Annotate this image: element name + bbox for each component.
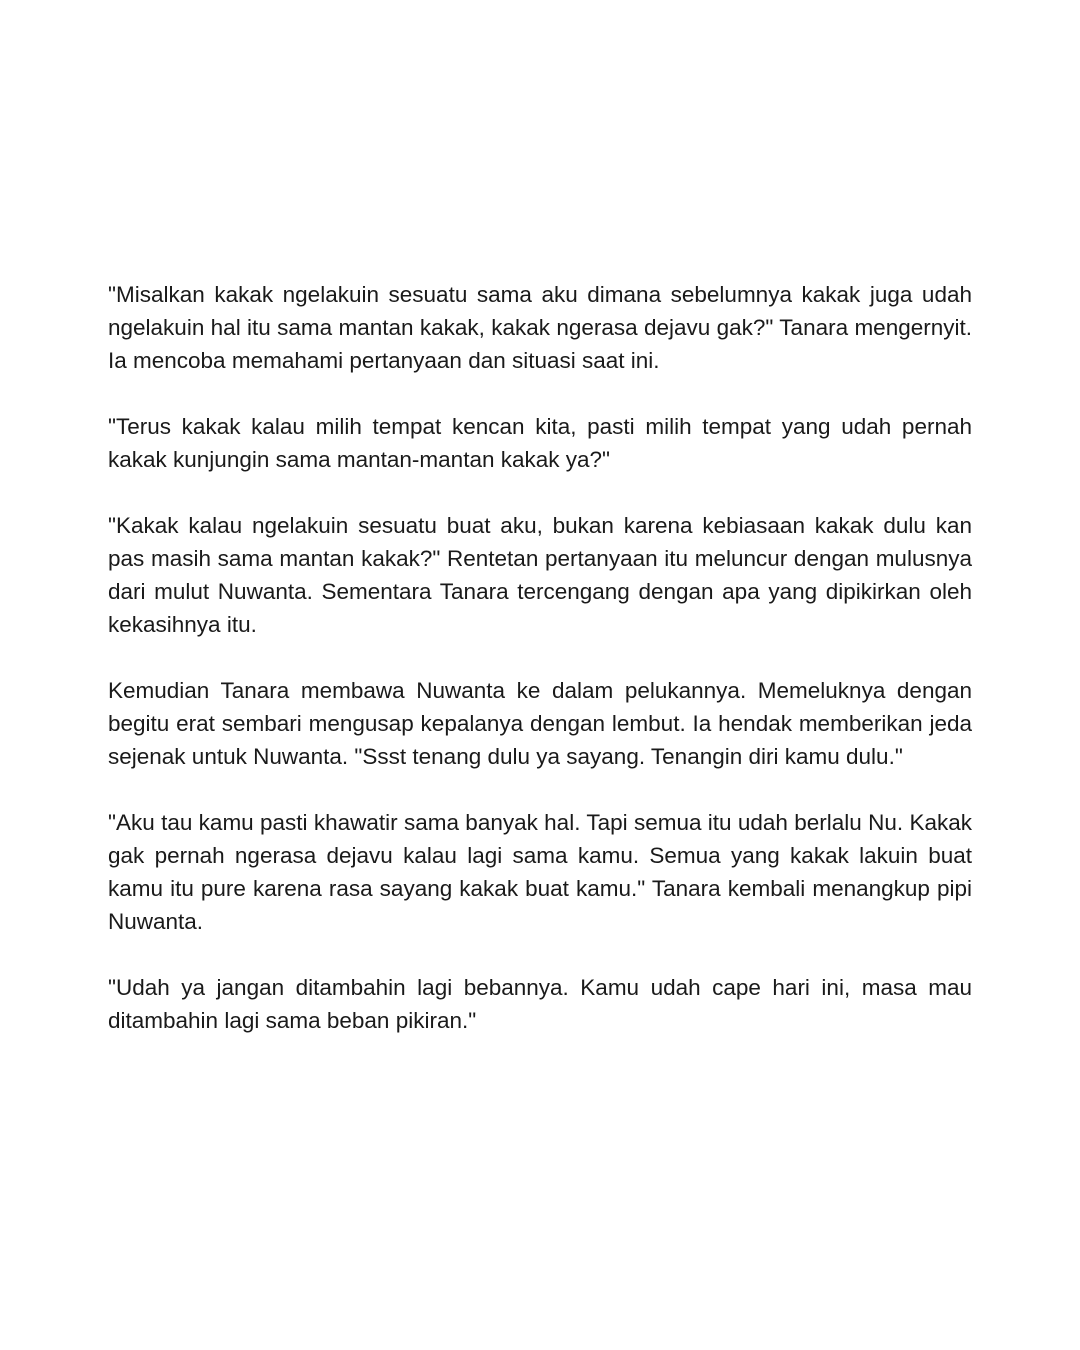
story-text-block <box>108 278 972 1037</box>
story-paragraph: Kemudian Tanara membawa Nuwanta ke dalam pelukannya. Memeluknya dengan begitu erat sembari mengusap kepalanya dengan lembut. Ia hendak memberikan jeda sejenak untuk Nuwanta. "Ssst tenang dulu ya sayang. Tenangin diri kamu dulu." <box>108 678 972 769</box>
story-paragraph: "Kakak kalau ngelakuin sesuatu buat aku, bukan karena kebiasaan kakak dulu kan pas masih sama mantan kakak?" Rentetan pertanyaan itu meluncur dengan mulusnya dari mulut Nuwanta. Sementara Tanara tercengang dengan apa yang dipikirkan oleh kekasihnya itu. <box>108 513 972 637</box>
story-paragraph: "Misalkan kakak ngelakuin sesuatu sama aku dimana sebelumnya kakak juga udah ngelakuin hal itu sama mantan kakak, kakak ngerasa dejavu gak?" Tanara mengernyit. Ia mencoba memahami pertanyaan dan situasi saat ini. <box>108 282 972 373</box>
story-paragraph: "Aku tau kamu pasti khawatir sama banyak hal. Tapi semua itu udah berlalu Nu. Kakak gak pernah ngerasa dejavu kalau lagi sama kamu. Semua yang kakak lakuin buat kamu itu pure karena rasa sayang kakak buat kamu." Tanara kembali menangkup pipi Nuwanta. <box>108 810 972 934</box>
story-paragraph: "Udah ya jangan ditambahin lagi bebannya. Kamu udah cape hari ini, masa mau ditambahin lagi sama beban pikiran." <box>108 975 972 1033</box>
story-paragraph: "Terus kakak kalau milih tempat kencan kita, pasti milih tempat yang udah pernah kakak kunjungin sama mantan-mantan kakak ya?" <box>108 414 972 472</box>
